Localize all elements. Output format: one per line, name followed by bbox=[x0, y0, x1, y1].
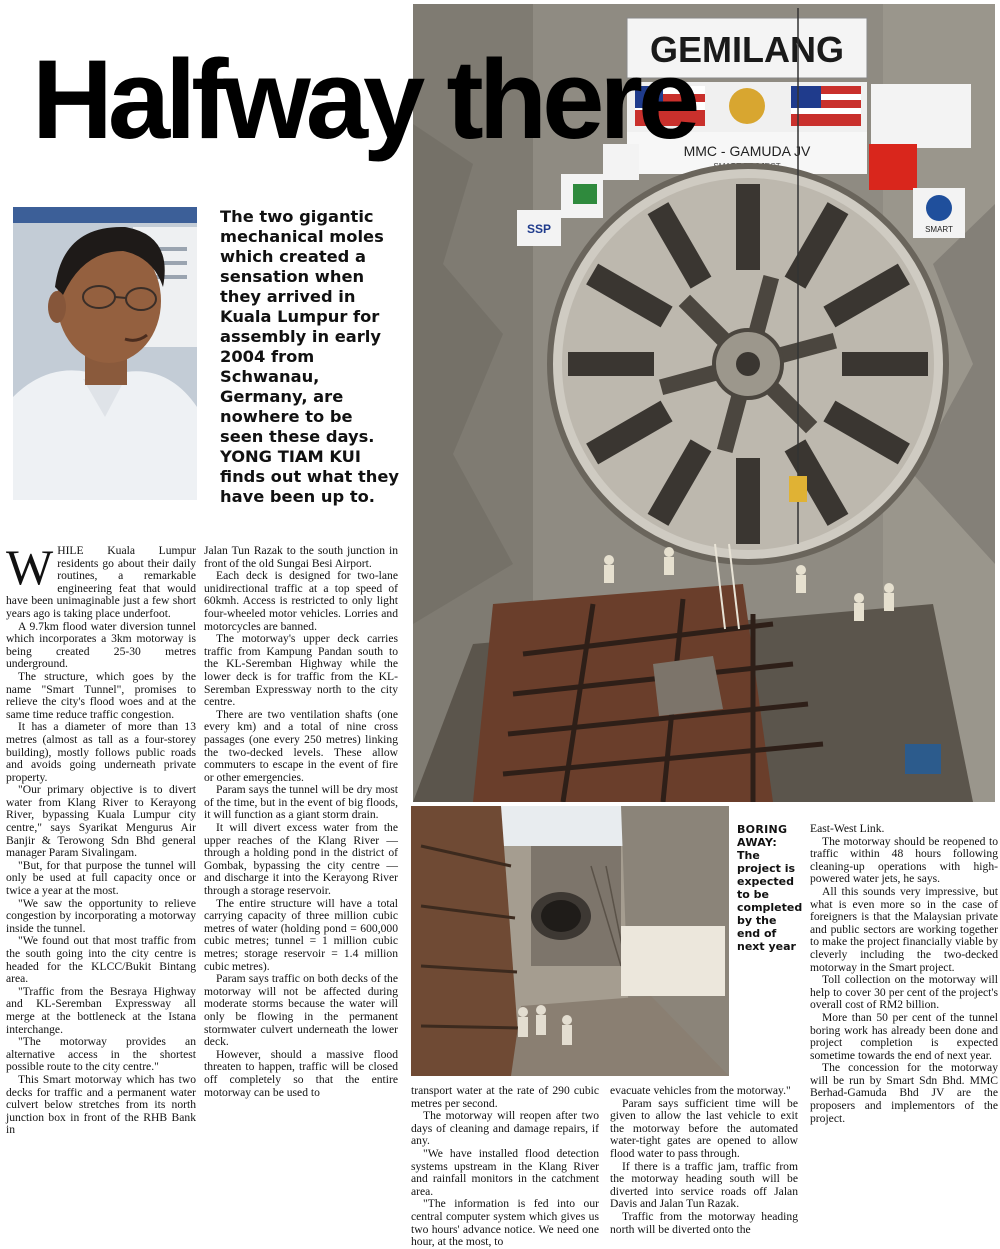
paragraph: If there is a traffic jam, traffic from the motorway heading south will be diverted into service roads off Jalan Davis and Jalan Tun Razak. bbox=[610, 1159, 798, 1211]
sign-right: SMART bbox=[925, 225, 953, 234]
body-column-5 bbox=[810, 823, 998, 1125]
lower-photo-tunnel bbox=[411, 806, 729, 1076]
paragraph: The entire structure will have a total carrying capacity of three million cubic metres of water (holding pond = 600,000 cubic metres; tunnel = 1 million cubic metres; storage reservoir = 1.4 million cubic metres). bbox=[204, 896, 398, 973]
paragraph: It has a diameter of more than 13 metres (almost as tall as a four-storey building), mostly follows public roads and avoids going underneath private property. bbox=[6, 720, 196, 784]
portrait-illustration bbox=[13, 207, 197, 500]
paragraph: Param says the tunnel will be dry most of the time, but in the event of big floods, it will function as a giant storm drain. bbox=[204, 783, 398, 822]
paragraph: The motorway's upper deck carries traffic from Kampung Pandan south to the KL-Seremban Highway while the lower deck is for traffic from the KL-Seremban Expressway north to the city centre. bbox=[204, 632, 398, 709]
paragraph: Traffic from the motorway heading north will be diverted onto the bbox=[610, 1209, 798, 1236]
sign-left: SSP bbox=[526, 222, 552, 236]
paragraph: It will divert excess water from the upper reaches of the Klang River — through a holding pond in the district of Gombak, bypassing the city centre — and discharge it into the Kerayong River through a storage reservoir. bbox=[204, 821, 398, 898]
paragraph: However, should a massive flood threaten to happen, traffic will be closed off completely so that the entire motorway can be used to bbox=[204, 1047, 398, 1099]
paragraph: "We have installed flood detection systems upstream in the Klang River and rainfall monitors in the catchment area. bbox=[411, 1146, 599, 1198]
byline: YONG TIAM KUI bbox=[220, 447, 361, 466]
tunnel-illustration bbox=[411, 806, 729, 1076]
body-column-4 bbox=[610, 1085, 798, 1236]
body-column-2 bbox=[204, 545, 398, 1099]
paragraph: There are two ventilation shafts (one every km) and a total of nine cross passages (one every 250 metres) linking the two-decked levels. These allow commuters to escape in the event of fire or other emergencies. bbox=[204, 707, 398, 784]
standfirst-byline-tail: finds out what they have been up to. bbox=[220, 467, 399, 506]
paragraph: evacuate vehicles from the motorway." bbox=[610, 1084, 791, 1097]
paragraph: The structure, which goes by the name "Smart Tunnel", promises to relieve the city's flood woes and at the same time reduce traffic congestion. bbox=[6, 669, 196, 721]
body-column-3 bbox=[411, 1085, 599, 1249]
paragraph: "But, for that purpose the tunnel will only be used at full capacity once or twice a year at the most. bbox=[6, 858, 196, 898]
paragraph: The motorway will reopen after two days of cleaning and damage repairs, if any. bbox=[411, 1109, 599, 1148]
paragraph: This Smart motorway which has two decks for traffic and a permanent water culvert below stretches from its north junction box in front of the RHB Bank in bbox=[6, 1072, 196, 1137]
paragraph: "We found out that most traffic from the south going into the city centre is headed for the KLCC/Bukit Bintang area. bbox=[6, 934, 196, 986]
banner-subtitle: MMC - GAMUDA JV bbox=[683, 143, 811, 159]
standfirst-text: The two gigantic mechanical moles which created a sensation when they arrived in Kuala Lumpur for assembly in early 2004 from Schwanau, Germany, are nowhere to be seen these days. bbox=[220, 207, 384, 446]
paragraph: "Our primary objective is to divert water from Klang River to Kerayong River, bypassing Kuala Lumpur city centre," says Syarikat Mengurus Air Banjir & Terowong Sdn Bhd general manager Param Sivalingam. bbox=[6, 783, 196, 860]
caption-kicker: BORING AWAY: bbox=[737, 823, 788, 849]
portrait-photo bbox=[13, 207, 197, 500]
paragraph: Toll collection on the motorway will help to cover 30 per cent of the project's overall cost of RM2 billion. bbox=[810, 973, 998, 1012]
paragraph: All this sounds very impressive, but what is even more so in the case of foreigners is that the Malaysian private and public sectors are working together to make the project financially viable by cleverly including the two-decked motorway in the Smart project. bbox=[810, 884, 998, 974]
caption-text: The project is expected to be completed by the end of next year bbox=[737, 849, 803, 953]
standfirst bbox=[220, 207, 400, 507]
paragraph: transport water at the rate of 290 cubic metres per second. bbox=[411, 1084, 599, 1110]
paragraph: East-West Link. bbox=[810, 822, 885, 835]
paragraph: WHILE Kuala Lumpur residents go about their daily routines, a remarkable engineering feat that would have been unimaginable just a few short years ago is taking place underfoot. bbox=[6, 539, 196, 620]
paragraph: "The information is fed into our central computer system which gives us two hours' advance notice. We need one hour, at the most, to bbox=[411, 1197, 599, 1249]
paragraph: Each deck is designed for two-lane unidirectional traffic at a top speed of 60kmh. Access is restricted to only light four-wheeled motor vehicles. Lorries and motorcycles are banned. bbox=[204, 569, 398, 633]
paragraph: "Traffic from the Besraya Highway and KL-Seremban Expressway all merge at the bottleneck at the Istana interchange. bbox=[6, 984, 196, 1036]
body-column-1 bbox=[6, 539, 196, 1137]
banner-title: GEMILANG bbox=[650, 29, 844, 70]
photo-caption bbox=[737, 823, 803, 953]
paragraph: "The motorway provides an alternative access in the shortest possible route to the city centre." bbox=[6, 1035, 196, 1074]
paragraph: Param says traffic on both decks of the motorway will not be affected during moderate storms because the water will only be flowing in the permanent stormwater culvert underneath the lower deck. bbox=[204, 972, 398, 1049]
paragraph: More than 50 per cent of the tunnel boring work has already been done and project completion is expected sometime towards the end of next year. bbox=[810, 1010, 998, 1062]
paragraph: Jalan Tun Razak to the south junction in front of the old Sungai Besi Airport. bbox=[204, 544, 398, 570]
paragraph: "We saw the opportunity to relieve congestion by incorporating a motorway inside the tunnel. bbox=[6, 896, 196, 935]
paragraph: Param says sufficient time will be given to allow the last vehicle to exit the motorway before the automated water-tight gates are opened to allow flood water to pass through. bbox=[610, 1096, 798, 1160]
drop-cap: W bbox=[6, 539, 54, 595]
paragraph: The concession for the motorway will be run by Smart Sdn Bhd. MMC Berhad-Gamuda Bhd JV are the proposers and implementors of the project. bbox=[810, 1061, 998, 1125]
paragraph: The motorway should be reopened to traffic within 48 hours following cleaning-up operations with high-powered water jets, he says. bbox=[810, 834, 998, 886]
headline: Halfway there bbox=[32, 37, 696, 162]
paragraph: A 9.7km flood water diversion tunnel which incorporates a 3km motorway is being created 25-30 metres underground. bbox=[6, 619, 196, 671]
